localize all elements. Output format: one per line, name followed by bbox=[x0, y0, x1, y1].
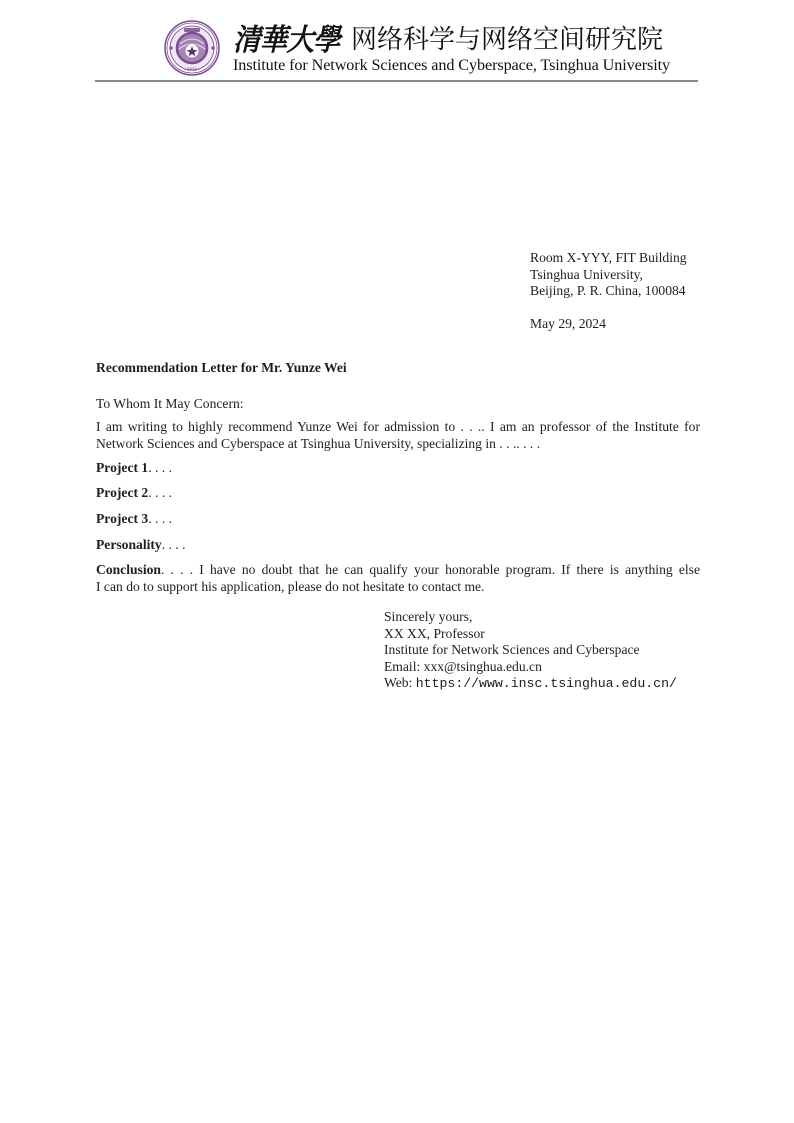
web-link[interactable]: https://www.insc.tsinghua.edu.cn/ bbox=[415, 676, 677, 691]
section-personality bbox=[96, 537, 700, 554]
email-label: Email: bbox=[384, 658, 424, 674]
conclusion-line: I can do to support his application, please do not hesitate to contact me. bbox=[96, 578, 485, 594]
letter-subject: Recommendation Letter for Mr. Yunze Wei bbox=[96, 360, 347, 375]
closing: Sincerely yours, bbox=[384, 609, 473, 624]
institute-title-en: Institute for Network Sciences and Cyberspace, Tsinghua University bbox=[233, 56, 671, 74]
conclusion-text: . . . . I have no doubt that he can qualify your honorable program. If there is anything else bbox=[160, 562, 700, 577]
header-divider bbox=[95, 80, 698, 82]
university-calligraphy: 清華大學 bbox=[233, 23, 340, 58]
salutation: To Whom It May Concern: bbox=[96, 396, 244, 411]
address-line: Tsinghua University, bbox=[530, 266, 643, 282]
section-label: Personality bbox=[96, 537, 162, 552]
intro-line: I am writing to highly recommend Yunze Wei for admission to . . .. I am an professor of the Institute for bbox=[96, 419, 700, 434]
signer-name: XX XX, Professor bbox=[384, 625, 485, 641]
institute-name-cn bbox=[233, 18, 664, 58]
email-line bbox=[384, 659, 677, 676]
section-project-1 bbox=[96, 460, 700, 477]
signer-affiliation: Institute for Network Sciences and Cyberspace bbox=[384, 642, 640, 657]
section-label: Project 1 bbox=[96, 460, 149, 475]
intro-paragraph bbox=[96, 419, 700, 452]
signature-block bbox=[384, 609, 677, 693]
web-line bbox=[384, 675, 677, 693]
address-line: Room X-YYY, FIT Building bbox=[530, 250, 687, 265]
svg-text:•1911•: •1911• bbox=[184, 67, 200, 72]
tsinghua-seal-icon bbox=[164, 20, 220, 76]
web-label: Web: bbox=[384, 675, 416, 690]
address-line: Beijing, P. R. China, 100084 bbox=[530, 283, 686, 298]
conclusion-line bbox=[96, 562, 700, 579]
letterhead bbox=[0, 0, 794, 82]
section-label: Conclusion bbox=[96, 562, 161, 577]
institute-title-cn: 网络科学与网络空间研究院 bbox=[351, 24, 664, 55]
section-text: . . . . bbox=[161, 537, 186, 552]
email-link[interactable]: xxx@tsinghua.edu.cn bbox=[423, 658, 542, 674]
sender-address bbox=[530, 250, 687, 300]
letter-date: May 29, 2024 bbox=[530, 316, 606, 331]
section-project-3 bbox=[96, 511, 700, 528]
section-label: Project 2 bbox=[96, 485, 149, 500]
section-text: . . . . bbox=[148, 511, 173, 526]
section-label: Project 3 bbox=[96, 511, 149, 526]
section-text: . . . . bbox=[148, 485, 173, 500]
intro-line: Network Sciences and Cyberspace at Tsinghua University, specializing in . . .. . . . bbox=[96, 435, 541, 451]
section-text: . . . . bbox=[148, 460, 173, 475]
conclusion-paragraph bbox=[96, 562, 700, 595]
letterhead-text bbox=[233, 18, 671, 75]
section-project-2 bbox=[96, 485, 700, 502]
